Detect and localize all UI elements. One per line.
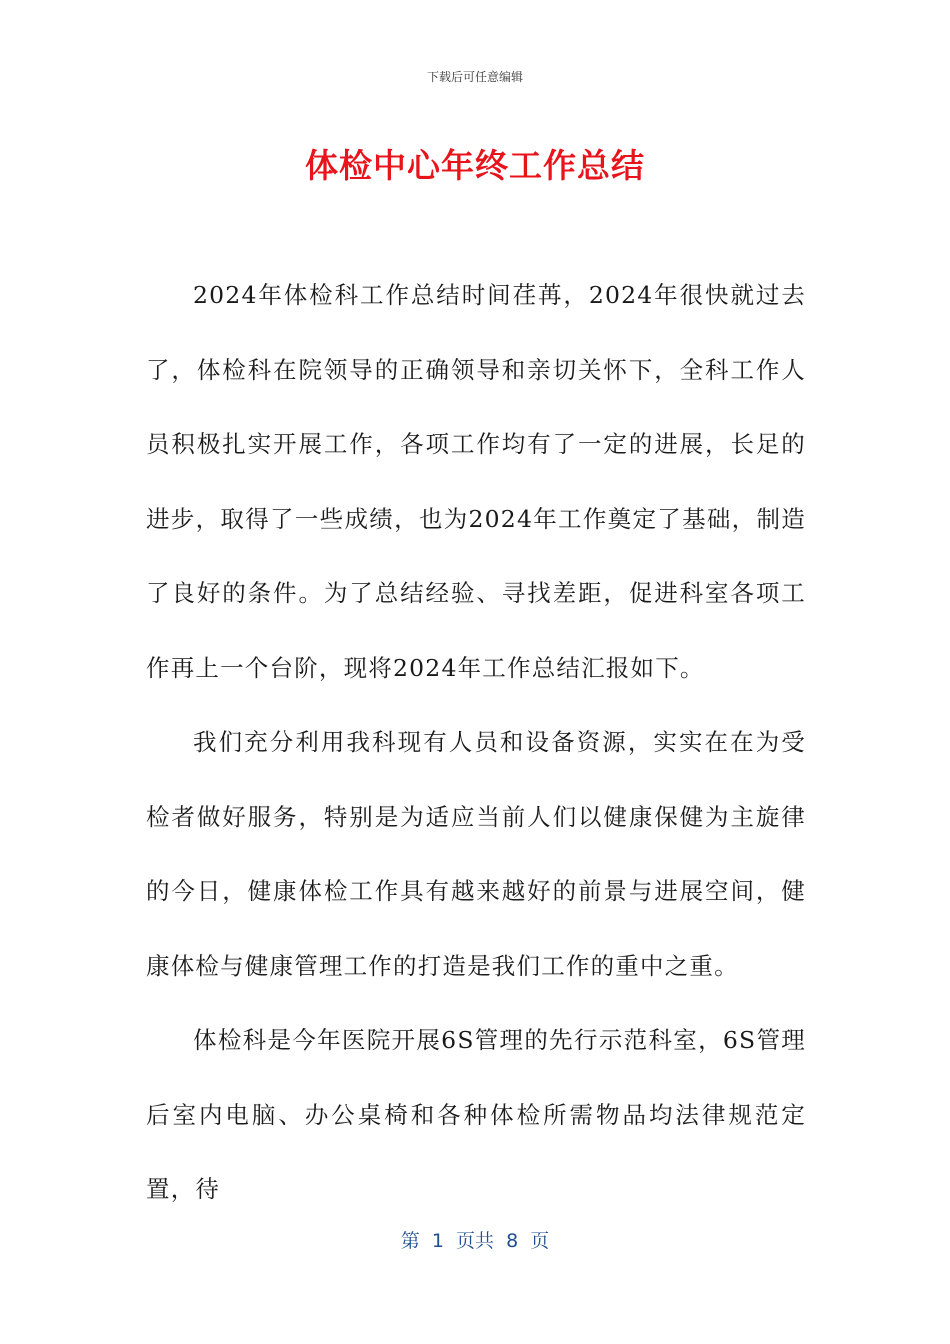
header-note: 下载后可任意编辑	[426, 70, 523, 84]
paragraph-1: 2024年体检科工作总结时间荏苒，2024年很快就过去了，体检科在院领导的正确领导和亲切关怀下，全科工作人员积极扎实开展工作，各项工作均有了一定的进展，长足的进步，取得了一些成绩，也为2024年工作奠定了基础，制造了良好的条件。为了总结经验、寻找差距，促进科室各项工作再上一个台阶，现将2024年工作总结汇报如下。	[146, 281, 806, 682]
page-number-text: 第 1 页共 8 页	[400, 1230, 550, 1252]
paragraph-2: 我们充分利用我科现有人员和设备资源，实实在在为受检者做好服务，特别是为适应当前人们以健康保健为主旋律的今日，健康体检工作具有越来越好的前景与进展空间，健康体检与健康管理工作的打造是我们工作的重中之重。	[146, 728, 806, 980]
page-footer	[0, 1226, 950, 1253]
document-body	[146, 258, 806, 1227]
document-title: 体检中心年终工作总结	[305, 146, 645, 185]
paragraph-3: 体检科是今年医院开展6S管理的先行示范科室，6S管理后室内电脑、办公桌椅和各种体检所需物品均法律规范定置，待	[146, 1026, 806, 1203]
